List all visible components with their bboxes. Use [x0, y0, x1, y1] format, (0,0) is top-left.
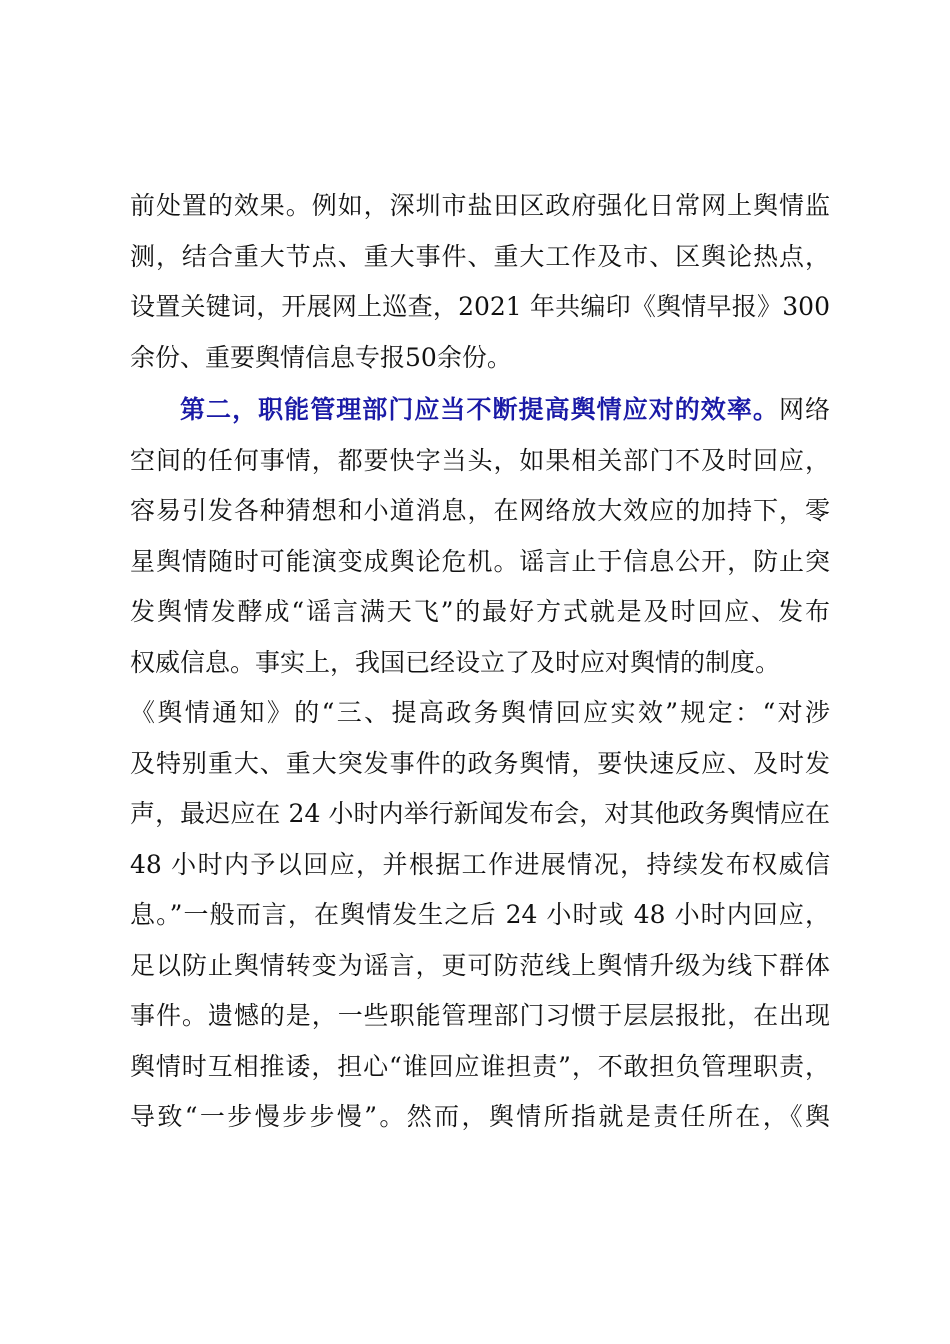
paragraph-2-line: 导致“一步慢步步慢”。然而，舆情所指就是责任所在，《舆 — [130, 1102, 830, 1131]
paragraph-2-line: 星舆情随时可能演变成舆论危机。谣言止于信息公开，防止突 — [130, 546, 830, 576]
paragraph-1-line: 前处置的效果。例如，深圳市盐田区政府强化日常网上舆情监 — [130, 191, 830, 220]
paragraph-2-line: 足以防止舆情转变为谣言，更可防范线上舆情升级为线下群体 — [130, 950, 830, 980]
paragraph-2-line: 声，最迟应在 24 小时内举行新闻发布会，对其他政务舆情应在 — [130, 799, 830, 828]
paragraph-1 — [130, 181, 830, 383]
paragraph-1-line: 余份、重要舆情信息专报50余份。 — [130, 342, 512, 372]
paragraph-2-line: 《舆情通知》的“三、提高政务舆情回应实效”规定：“对涉 — [130, 698, 830, 727]
paragraph-2-first-line-rest: 网络 — [778, 395, 830, 424]
paragraph-2-line: 事件。遗憾的是，一些职能管理部门习惯于层层报批，在出现 — [130, 1001, 830, 1030]
paragraph-2-line: 舆情时互相推诿，担心“谁回应谁担责”，不敢担负管理职责， — [130, 1051, 830, 1081]
paragraph-2-line: 及特别重大、重大突发事件的政务舆情，要快速反应、及时发 — [130, 748, 830, 778]
paragraph-2-first-line — [130, 385, 830, 436]
section-heading: 第二，职能管理部门应当不断提高舆情应对的效率。 — [180, 395, 779, 424]
paragraph-2-line: 息。”一般而言，在舆情发生之后 24 小时或 48 小时内回应， — [130, 900, 830, 929]
paragraph-2-line: 容易引发各种猜想和小道消息，在网络放大效应的加持下，零 — [130, 496, 830, 525]
paragraph-2-line: 空间的任何事情，都要快字当头，如果相关部门不及时回应， — [130, 445, 830, 475]
paragraph-1-line: 设置关键词，开展网上巡查，2021 年共编印《舆情早报》300 — [130, 292, 830, 321]
paragraph-2-line: 48 小时内予以回应，并根据工作进展情况，持续发布权威信 — [130, 849, 830, 879]
paragraph-2-line: 发舆情发酵成“谣言满天飞”的最好方式就是及时回应、发布 — [130, 597, 830, 626]
paragraph-2-line: 权威信息。事实上，我国已经设立了及时应对舆情的制度。 — [130, 647, 781, 677]
paragraph-2 — [130, 385, 830, 1143]
paragraph-1-line: 测，结合重大节点、重大事件、重大工作及市、区舆论热点， — [130, 241, 830, 271]
